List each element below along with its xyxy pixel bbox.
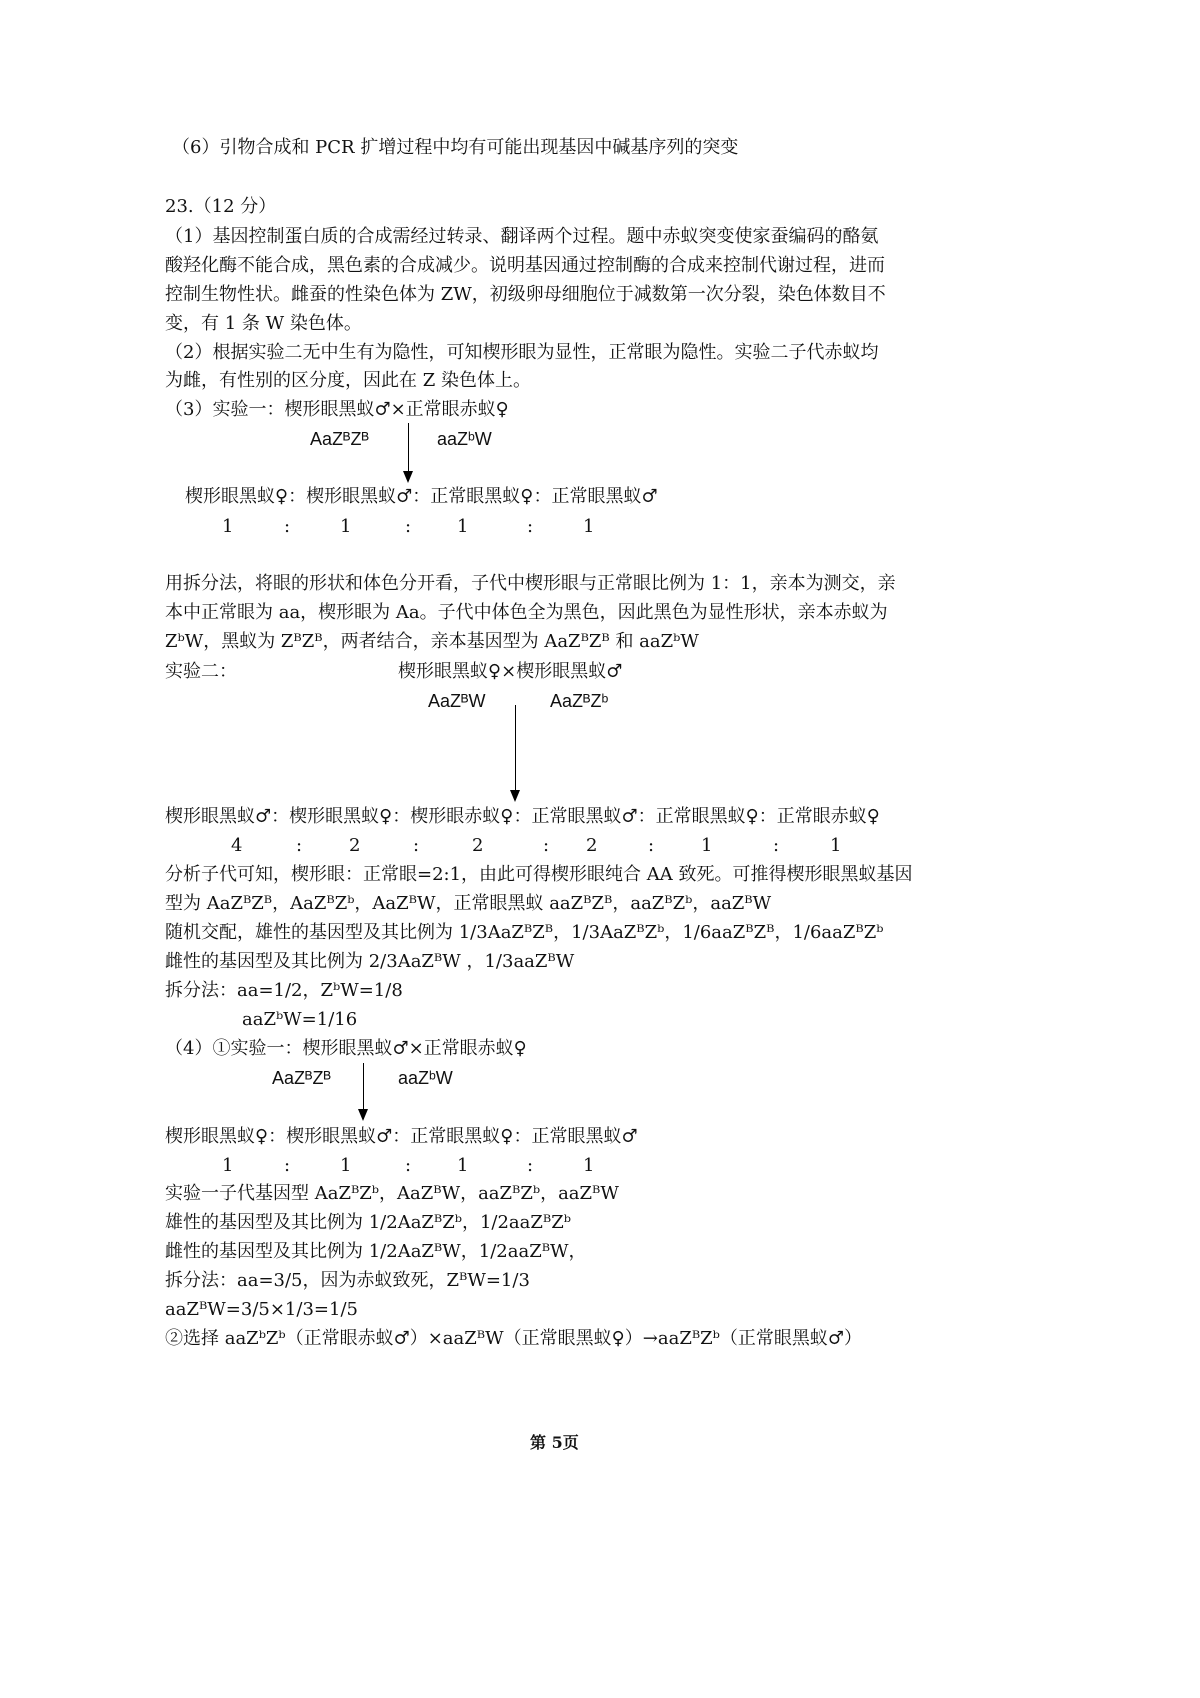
analysis-line: ②选择 aaZᵇZᵇ（正常眼赤蚁♂）×aaZᴮW（正常眼黑蚁♀）→aaZᴮZᵇ（正常眼黑蚁♂）	[165, 1328, 862, 1349]
down-arrow-icon	[363, 1063, 364, 1119]
paragraph-1-line: （1）基因控制蛋白质的合成需经过转录、翻译两个过程。题中赤蚁突变使家蚕编码的酪氨	[165, 226, 879, 247]
parent-genotype-female: AaZᴮW	[428, 691, 486, 711]
analysis-line: aaZᵇW=1/16	[242, 1009, 358, 1030]
analysis-line: 拆分法：aa=3/5，因为赤蚁致死，ZᴮW=1/3	[165, 1270, 530, 1291]
parent-genotype-male: AaZᴮZᴮ	[310, 429, 369, 449]
ratio-separator: :	[543, 835, 550, 856]
answer-6: （6）引物合成和 PCR 扩增过程中均有可能出现基因中碱基序列的突变	[172, 137, 739, 158]
ratio-separator: :	[405, 1155, 412, 1176]
ratio-value: 1	[583, 1155, 595, 1176]
ratio-separator: :	[284, 1155, 291, 1176]
paragraph-1-line: 变，有 1 条 W 染色体。	[165, 313, 362, 334]
ratio-value: 1	[457, 1155, 469, 1176]
ratio-value: 4	[231, 835, 243, 856]
paragraph-2-line: （2）根据实验二无中生有为隐性，可知楔形眼为显性，正常眼为隐性。实验二子代赤蚁均	[165, 342, 879, 363]
ratio-separator: :	[773, 835, 780, 856]
ratio-value: 1	[340, 516, 352, 537]
ratio-value: 1	[340, 1155, 352, 1176]
ratio-value: 1	[222, 516, 234, 537]
offspring-phenotypes: 楔形眼黑蚁♀：楔形眼黑蚁♂：正常眼黑蚁♀：正常眼黑蚁♂	[165, 1126, 638, 1147]
parent-genotype-female: aaZᵇW	[437, 429, 492, 449]
offspring-phenotypes: 楔形眼黑蚁♀：楔形眼黑蚁♂：正常眼黑蚁♀：正常眼黑蚁♂	[185, 486, 658, 507]
experiment-2-label: 实验二：	[165, 661, 237, 682]
ratio-value: 1	[701, 835, 713, 856]
ratio-value: 1	[583, 516, 595, 537]
experiment-1-cross: （3）实验一：楔形眼黑蚁♂×正常眼赤蚁♀	[165, 399, 509, 420]
page-number: 第 5页	[530, 1433, 579, 1452]
ratio-separator: :	[648, 835, 655, 856]
down-arrow-icon	[515, 705, 516, 800]
ratio-separator: :	[296, 835, 303, 856]
parent-genotype-male: AaZᴮZᴮ	[272, 1068, 331, 1088]
analysis-line: ZᵇW，黑蚁为 ZᴮZᴮ，两者结合，亲本基因型为 AaZᴮZᴮ 和 aaZᵇW	[165, 631, 699, 652]
ratio-separator: :	[413, 835, 420, 856]
parent-genotype-male: AaZᴮZᵇ	[550, 691, 609, 711]
ratio-value: 1	[457, 516, 469, 537]
ratio-value: 2	[349, 835, 361, 856]
ratio-value: 2	[586, 835, 598, 856]
analysis-line: 型为 AaZᴮZᴮ，AaZᴮZᵇ，AaZᴮW，正常眼黑蚁 aaZᴮZᴮ，aaZᴮZᵇ，aaZᴮW	[165, 893, 772, 914]
down-arrow-icon	[408, 423, 409, 481]
ratio-separator: :	[405, 516, 412, 537]
paragraph-2-line: 为雌，有性别的区分度，因此在 Z 染色体上。	[165, 370, 531, 391]
analysis-line: 用拆分法，将眼的形状和体色分开看，子代中楔形眼与正常眼比例为 1：1，亲本为测交，亲	[165, 573, 896, 594]
parent-genotype-female: aaZᵇW	[398, 1068, 453, 1088]
analysis-line: 雌性的基因型及其比例为 2/3AaZᴮW ，1/3aaZᴮW	[165, 951, 575, 972]
analysis-line: 实验一子代基因型 AaZᴮZᵇ，AaZᴮW，aaZᴮZᵇ，aaZᴮW	[165, 1183, 619, 1204]
ratio-separator: :	[284, 516, 291, 537]
offspring-phenotypes: 楔形眼黑蚁♂：楔形眼黑蚁♀：楔形眼赤蚁♀：正常眼黑蚁♂：正常眼黑蚁♀：正常眼赤蚁♀	[165, 806, 880, 827]
analysis-line: 雌性的基因型及其比例为 1/2AaZᴮW，1/2aaZᴮW，	[165, 1241, 587, 1262]
ratio-value: 1	[830, 835, 842, 856]
experiment-2-cross: 楔形眼黑蚁♀×楔形眼黑蚁♂	[398, 661, 623, 682]
analysis-line: 本中正常眼为 aa，楔形眼为 Aa。子代中体色全为黑色，因此黑色为显性形状，亲本赤蚁为	[165, 602, 888, 623]
ratio-value: 1	[222, 1155, 234, 1176]
paragraph-1-line: 酸羟化酶不能合成，黑色素的合成减少。说明基因通过控制酶的合成来控制代谢过程，进而	[165, 255, 885, 276]
ratio-value: 2	[472, 835, 484, 856]
part-4-cross: （4）①实验一：楔形眼黑蚁♂×正常眼赤蚁♀	[165, 1038, 527, 1059]
analysis-line: 分析子代可知，楔形眼：正常眼=2:1，由此可得楔形眼纯合 AA 致死。可推得楔形眼黑蚁基因	[165, 864, 913, 885]
ratio-separator: :	[527, 1155, 534, 1176]
paragraph-1-line: 控制生物性状。雌蚕的性染色体为 ZW，初级卵母细胞位于减数第一次分裂，染色体数目不	[165, 284, 886, 305]
analysis-line: 雄性的基因型及其比例为 1/2AaZᴮZᵇ，1/2aaZᴮZᵇ	[165, 1212, 571, 1233]
analysis-line: 拆分法：aa=1/2，ZᵇW=1/8	[165, 980, 403, 1001]
analysis-line: 随机交配，雄性的基因型及其比例为 1/3AaZᴮZᴮ，1/3AaZᴮZᵇ，1/6aaZᴮZᴮ，1/6aaZᴮZᵇ	[165, 922, 884, 943]
analysis-line: aaZᴮW=3/5×1/3=1/5	[165, 1299, 358, 1320]
ratio-separator: :	[527, 516, 534, 537]
question-23-title: 23.（12 分）	[165, 196, 277, 217]
